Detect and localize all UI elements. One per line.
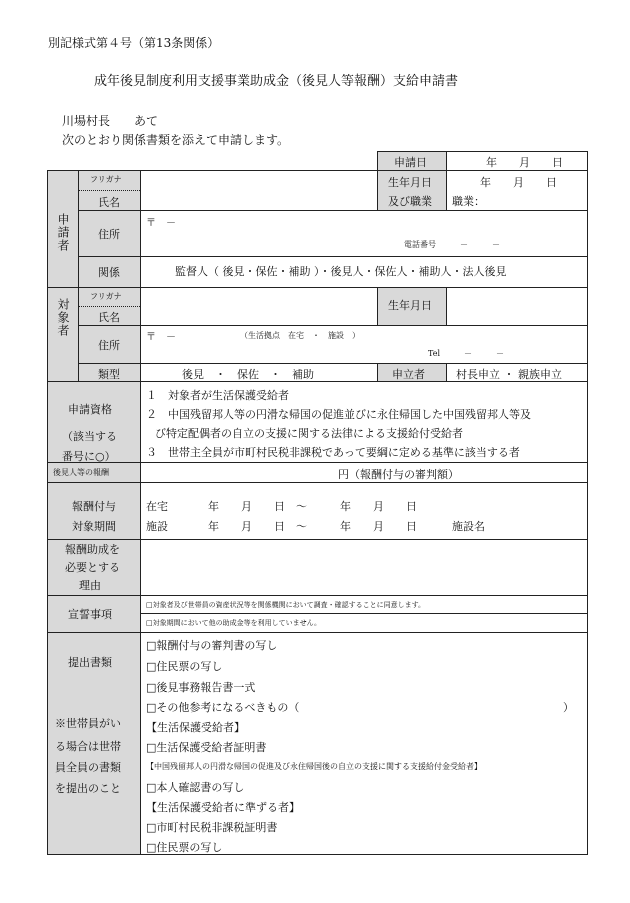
documents-note-3: 員全員の書類 bbox=[55, 761, 121, 774]
doc-heading-repatriate: 【中国残留邦人の円滑な帰国の促進及び永住帰国後の自立の支援に関する支援給付金受給者】 bbox=[146, 762, 482, 771]
documents-note-2: る場合は世帯 bbox=[55, 740, 121, 753]
subject-address-label: 住所 bbox=[98, 339, 120, 352]
applicant-name-label: 氏名 bbox=[98, 196, 120, 209]
eligibility-label-3: 番号に○） bbox=[62, 450, 116, 463]
eligibility-item-1[interactable]: １ 対象者が生活保護受給者 bbox=[146, 389, 289, 402]
period-label-2: 対象期間 bbox=[72, 520, 116, 533]
applicant-furigana-label: フリガナ bbox=[90, 175, 122, 184]
doc-checkbox-other[interactable]: □その他参考になるべきもの（ bbox=[146, 701, 300, 714]
applicant-job-label: 及び職業 bbox=[388, 195, 432, 208]
apply-date-value[interactable]: 年 月 日 bbox=[486, 156, 563, 169]
documents-note-4: を提出のこと bbox=[55, 782, 121, 795]
oath-no-other-aid-checkbox[interactable]: □対象期間において他の助成金等を利用していません。 bbox=[146, 619, 322, 627]
applicant-address-label: 住所 bbox=[98, 228, 120, 241]
fee-label: 後見人等の報酬 bbox=[53, 468, 109, 477]
doc-checkbox-ruling[interactable]: □報酬付与の審判書の写し bbox=[146, 639, 278, 652]
subject-living-base[interactable]: （生活拠点 在宅 ・ 施設 ） bbox=[240, 331, 360, 340]
documents-label: 提出書類 bbox=[68, 656, 112, 669]
eligibility-label: 申請資格 bbox=[68, 403, 112, 416]
petitioner-value[interactable]: 村長申立 ・ 親族申立 bbox=[456, 368, 562, 381]
period-facility-range[interactable]: 年 月 日 ～ 年 月 日 bbox=[208, 520, 417, 533]
period-home-range[interactable]: 年 月 日 ～ 年 月 日 bbox=[208, 500, 417, 513]
recipient: 川場村長 あて bbox=[62, 114, 159, 128]
fee-value[interactable]: 円（報酬付与の審判額） bbox=[338, 468, 459, 481]
facility-name-label: 施設名 bbox=[452, 520, 485, 533]
subject-type-label: 類型 bbox=[98, 368, 120, 381]
subject-birth-label: 生年月日 bbox=[388, 299, 432, 312]
doc-heading-equivalent: 【生活保護受給者に準ずる者】 bbox=[146, 801, 300, 814]
eligibility-item-3[interactable]: ３ 世帯主全員が市町村民税非課税であって要綱に定める基準に該当する者 bbox=[146, 446, 520, 459]
oath-label: 宣誓事項 bbox=[68, 608, 112, 621]
period-home-label: 在宅 bbox=[146, 500, 168, 513]
reason-label-2: 必要とする bbox=[65, 561, 120, 574]
doc-checkbox-report[interactable]: □後見事務報告書一式 bbox=[146, 681, 256, 694]
petitioner-label: 申立者 bbox=[392, 368, 425, 381]
doc-checkbox-resident-2[interactable]: □住民票の写し bbox=[146, 841, 223, 854]
subject-section-label: 対象者 bbox=[56, 298, 70, 337]
doc-heading-welfare: 【生活保護受給者】 bbox=[146, 721, 245, 734]
eligibility-label-2: （該当する bbox=[62, 430, 117, 443]
eligibility-item-2-cont: び特定配偶者の自立の支援に関する法律による支援給付受給者 bbox=[155, 427, 463, 440]
applicant-birth-label: 生年月日 bbox=[388, 176, 432, 189]
doc-checkbox-welfare-cert[interactable]: □生活保護受給者証明書 bbox=[146, 741, 267, 754]
applicant-job-value[interactable]: 職業： bbox=[452, 195, 485, 208]
reason-label-3: 理由 bbox=[79, 579, 101, 592]
form-title: 成年後見制度利用支援事業助成金（後見人等報酬）支給申請書 bbox=[94, 74, 459, 89]
oath-consent-checkbox[interactable]: □対象者及び世帯員の資産状況等を関係機関において調査・確認することに同意します。 bbox=[146, 601, 426, 609]
applicant-relation-label: 関係 bbox=[98, 266, 120, 279]
subject-name-label: 氏名 bbox=[98, 311, 120, 324]
applicant-relation-value[interactable]: 監督人（ 後見・保佐・補助 ）・後見人・保佐人・補助人・法人後見 bbox=[175, 265, 507, 278]
apply-date-label: 申請日 bbox=[394, 156, 427, 169]
reason-label: 報酬助成を bbox=[65, 543, 120, 556]
reason-input[interactable] bbox=[141, 540, 587, 594]
intro-text: 次のとおり関係書類を添えて申請します。 bbox=[62, 133, 290, 147]
doc-checkbox-id[interactable]: □本人確認書の写し bbox=[146, 781, 245, 794]
subject-postal[interactable]: 〒 － bbox=[146, 332, 176, 343]
applicant-postal[interactable]: 〒 － bbox=[146, 218, 176, 229]
form-number: 別記様式第４号（第13条関係） bbox=[48, 36, 220, 50]
applicant-birth-value[interactable]: 年 月 日 bbox=[480, 176, 557, 189]
period-facility-label: 施設 bbox=[146, 520, 168, 533]
applicant-section-label: 申請者 bbox=[56, 213, 70, 252]
documents-note: ※世帯員がい bbox=[55, 717, 121, 730]
applicant-phone[interactable]: 電話番号 － － bbox=[404, 240, 500, 249]
period-label: 報酬付与 bbox=[72, 500, 116, 513]
doc-checkbox-tax-cert[interactable]: □市町村民税非課税証明書 bbox=[146, 821, 278, 834]
eligibility-item-2[interactable]: ２ 中国残留邦人等の円滑な帰国の促進並びに永住帰国した中国残留邦人等及 bbox=[146, 408, 531, 421]
subject-type-value[interactable]: 後見 ・ 保佐 ・ 補助 bbox=[182, 368, 314, 381]
doc-checkbox-resident[interactable]: □住民票の写し bbox=[146, 660, 223, 673]
subject-furigana-label: フリガナ bbox=[90, 292, 122, 301]
doc-other-close: ） bbox=[563, 701, 574, 714]
subject-tel[interactable]: Tel － － bbox=[428, 349, 505, 358]
